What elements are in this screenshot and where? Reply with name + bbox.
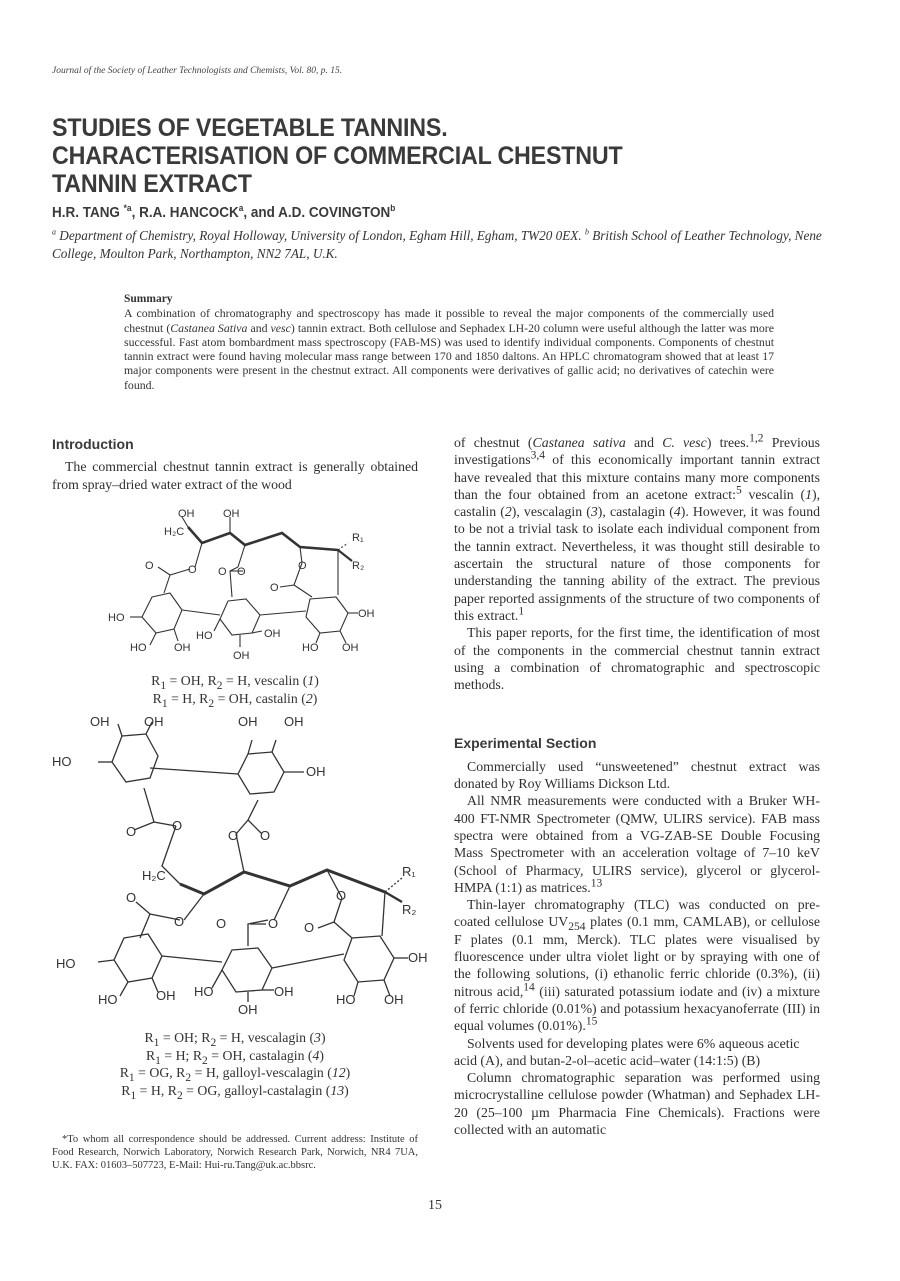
species-name: C. vesc [662,435,707,450]
text-run: Thin-layer chromatography (TLC) was conducted on pre-coated cellulose UV [454,897,820,930]
structure-2-caption [52,1029,418,1102]
subscript: 254 [568,921,586,934]
running-head: Journal of the Society of Leather Technologists and Chemists, Vol. 80, p. 15. [52,66,343,76]
caption-text: R [121,1082,131,1098]
compound-number: 1 [805,486,812,502]
summary-text-part: ) tannin extract. Both cellulose and Sephadex LH-20 column were useful although the latter was more successful. Fast atom bombardment mass spectroscopy (FAB-MS) was used to identify individual components. Components of chestnut tannin extract were found having molecular mass range between 170 and 1850 daltons. An HPLC chromatogram showed that at least 17 major components were present in the chestnut extract. All components were derivatives of gallic acid; no derivatives of catechin were found. [124,320,774,392]
introduction-continuation [454,434,820,624]
caption-vescalin [52,672,418,690]
affiliations [52,227,852,263]
citation: 14 [523,981,535,994]
compound-number: 2 [504,504,512,520]
title-line-2: CHARACTERISATION OF COMMERCIAL CHESTNUT [52,142,623,170]
compound-number: 3 [590,504,598,520]
text-run: (iii) saturated potassium iodate and (iv) a mixture of ferric chloride (0.01%) and potassium hexacyanoferrate (III) in equal volumes (0.01%). [454,983,821,1034]
atom-label: OH [238,714,258,729]
introduction-paragraph-1: The commercial chestnut tannin extract is generally obtained from spray–dried water extract of the wood [52,459,418,492]
structure-1-caption [52,672,418,710]
citation: 13 [590,877,603,890]
author-1: H.R. TANG [52,205,124,221]
atom-label: HO [130,642,147,654]
compound-number: 4 [673,504,681,520]
atom-label: OH [174,642,191,654]
summary-heading: Summary [124,293,173,305]
caption-sub: 2 [210,1036,217,1049]
caption-text: ) [314,673,319,688]
atom-label: OH [178,508,195,520]
caption-text: ) [312,690,318,706]
experimental-heading: Experimental Section [454,735,597,752]
atom-label: O [237,566,246,578]
caption-sub: 2 [216,679,223,692]
summary [124,292,774,392]
text-run: ), castalagin ( [597,504,674,520]
atom-label: OH [264,628,281,640]
text-run: ), vescalagin ( [511,504,591,520]
page-number: 15 [428,1198,442,1213]
caption-text: = OG, R [134,1065,186,1080]
atom-label: O [174,914,185,929]
atom-label: OH [90,714,110,729]
text-run: of chestnut ( [454,435,533,450]
atom-label: O [260,828,271,843]
caption-text: R [144,1030,154,1045]
caption-castalagin [52,1047,418,1065]
summary-text [124,306,774,392]
caption-galloyl-castalagin [52,1082,418,1100]
atom-label: HO [98,992,118,1007]
atom-label: OH [306,764,326,779]
experimental-paragraph-5: Column chromatographic separation was performed using microcrystalline cellulose powder (Whatman) and Sephadex LH-20 (25–100 µm Pharmacia Fine Chemicals). Fractions were collected with an automatic [454,1070,820,1137]
compound-number: 4 [312,1047,320,1063]
caption-text: = H, R [136,1082,177,1098]
affil-b-mark: b [584,227,589,237]
compound-number: 2 [305,690,313,706]
caption-text: = H, galloyl-vescalagin ( [191,1065,332,1080]
r2-label: R₂ [352,560,365,572]
summary-species: vesc [270,320,291,335]
species-name: Castanea sativa [532,435,626,450]
caption-text: = OG, galloyl-castalagin ( [182,1082,331,1098]
caption-text: ) [345,1065,351,1080]
structure-vescalin-castalin [90,505,390,665]
summary-text-part: A combination of chromatography and spectroscopy has made it possible to reveal the major components of the commercially used chestnut ( [124,306,774,335]
atom-label: H₂C [142,868,166,883]
atom-label: OH [284,714,304,729]
atom-label: OH [408,950,428,965]
experimental-paragraph-2 [454,792,820,896]
citation: 1 [518,605,525,618]
atom-label: O [126,824,137,839]
atom-label: O [126,890,137,905]
atom-label: HO [302,642,319,654]
caption-text: = H, vescalagin ( [216,1030,315,1045]
atom-label: OH [274,984,294,999]
atom-label: OH [358,608,375,620]
caption-galloyl-vescalagin [52,1064,418,1082]
caption-text: R [151,673,161,688]
text-run: and [625,435,663,450]
introduction-paragraph-2: This paper reports, for the first time, the identification of most of the components in the commercial chestnut tannin extract using a combination of chromatographic and spectroscopic methods. [454,625,820,693]
text-run: All NMR measurements were conducted with a Bruker WH-400 FT-NMR Spectrometer (QMW, ULIRS service). FAB mass spectra were obtained from a VG-ZAB-SE Double Focusing Mass Spectrometer with an acceleration voltage of 7–10 keV (School of Pharmacy, ULIRS service), glycerol or glycerol-HMPA (1:1) as matrices. [454,793,820,895]
atom-label: O [304,920,315,935]
caption-text: = OH, R [166,673,217,688]
caption-text: R [145,1047,156,1063]
author-2: , R.A. HANCOCK [131,205,239,221]
r1-label: R₁ [352,532,364,544]
atom-label: O [336,888,347,903]
caption-text: = H, R [167,690,209,706]
atom-label: OH [156,988,176,1003]
correspondence-footnote: *To whom all correspondence should be addressed. Current address: Institute of Food Research, Norwich Laboratory, Norwich Research Park, Norwich, NR4 7UA, U.K. FAX: 01603–507723, E-Mail: Hui-ru.Tang@uk.ac.bbsrc. [52,1134,418,1171]
chemical-structure-2 [52,706,432,1016]
caption-castalin [52,690,418,708]
caption-sub: 1 [160,679,167,692]
paper-title [52,114,623,198]
atom-label: HO [52,754,72,769]
affil-a-mark: a [52,227,56,237]
atom-label: O [188,564,197,576]
atom-label: HO [108,612,125,624]
title-line-3: TANNIN EXTRACT [52,170,252,198]
atom-label: OH [238,1002,258,1016]
experimental-paragraph-4: Solvents used for developing plates were 6% aqueous acetic acid (A), and butan-2-ol–acetic acid–water (14:1:5) (B) [454,1035,800,1068]
title-line-1: STUDIES OF VEGETABLE TANNINS. [52,114,448,142]
atom-label: OH [223,508,240,520]
footnote [52,1133,418,1172]
caption-sub: 2 [176,1089,183,1102]
atom-label: O [218,566,227,578]
caption-text: = OH, castalin ( [214,690,306,706]
text-run: ) trees. [706,435,750,450]
atom-label: HO [56,956,76,971]
caption-sub: 2 [208,697,215,710]
caption-text: = OH; R [159,1030,211,1045]
caption-text: R [119,1065,129,1080]
compound-number: 13 [330,1082,345,1098]
caption-sub: 1 [161,697,168,710]
atom-label: HO [196,630,213,642]
caption-text: = OH, castalagin ( [207,1047,313,1063]
atom-label: H₂C [164,526,185,538]
atom-label: O [298,560,307,572]
structure-vescalagin-castalagin [52,706,432,1021]
experimental-paragraph-1: Commercially used “unsweetened” chestnut extract was donated by Roy Williams Dickson Ltd. [454,758,820,792]
caption-sub: 1 [128,1071,135,1084]
caption-text: ) [344,1082,349,1098]
caption-text: ) [320,1030,326,1045]
atom-label: OH [233,650,250,660]
left-column [52,436,418,493]
caption-text: = H, vescalin ( [222,673,308,688]
author-3: , and A.D. COVINGTON [243,205,391,221]
summary-text-part: and [247,320,271,335]
text-run: of this economically important tannin extract have revealed that this mixture contains many more components than the four obtained from an acetone extract: [454,452,820,502]
atom-label: O [172,818,183,833]
author-list [52,205,395,221]
atom-label: OH [342,642,359,654]
caption-sub: 2 [185,1071,192,1084]
author-3-mark: b [390,203,396,214]
introduction-heading: Introduction [52,436,134,452]
atom-label: O [270,582,279,594]
caption-text: = H; R [160,1047,203,1063]
caption-text: R [152,690,162,706]
atom-label: OH [384,992,404,1007]
citation: 5 [735,484,742,497]
citation: 1,2 [749,432,764,445]
caption-sub: 1 [130,1089,137,1102]
atom-label: HO [194,984,214,999]
author-1-mark: *a [123,203,132,214]
citation: 3,4 [530,449,546,462]
compound-number: 1 [307,673,315,688]
r2-label: R₂ [402,902,417,917]
affil-a: Department of Chemistry, Royal Holloway, University of London, Egham Hill, Egham, TW20 0EX. [56,228,585,243]
atom-label: HO [336,992,356,1007]
atom-label: O [268,916,279,931]
text-run: plates (0.1 mm, CAMLAB), or cellulose F plates (0.1 mm, Merck). TLC plates were visualised by fluorescence under ultra violet light or by spraying with one of the following solutions, (i) ethanolic ferric chloride (0.3%), (ii) nitrous acid, [454,914,820,999]
atom-label: OH [144,714,164,729]
compound-number: 12 [331,1065,346,1080]
caption-text: ) [319,1047,325,1063]
experimental-paragraph-3 [454,896,820,1034]
author-2-mark: a [238,203,244,214]
caption-sub: 1 [155,1054,161,1067]
caption-sub: 1 [153,1036,160,1049]
text-run: ). However, it was found to be not a trivial task to isolate each individual component from the tannin extract. Nevertheless, it was thought still desirable to ascertain the structural nature of those components for understanding the tanning ability of the extract. The previous paper reported assignments of the structure of two components of this extract. [454,504,821,623]
text-run: Previous investigations [454,435,821,468]
atom-label: O [145,560,154,572]
caption-vescalagin [52,1029,418,1047]
text-run: ), castalin ( [454,486,821,520]
r1-label: R₁ [402,864,416,879]
text-run: vescalin ( [741,486,806,502]
atom-label: O [228,828,239,843]
atom-label: O [216,916,227,931]
right-column [454,434,820,1138]
compound-number: 3 [314,1030,321,1045]
chemical-structure-1 [90,505,390,660]
citation: 15 [585,1015,598,1028]
affil-b: British School of Leather Technology, Nene College, Moulton Park, Northampton, NN2 7AL, U.K. [52,228,822,261]
caption-sub: 2 [202,1054,208,1067]
summary-species: Castanea Sativa [170,320,248,335]
